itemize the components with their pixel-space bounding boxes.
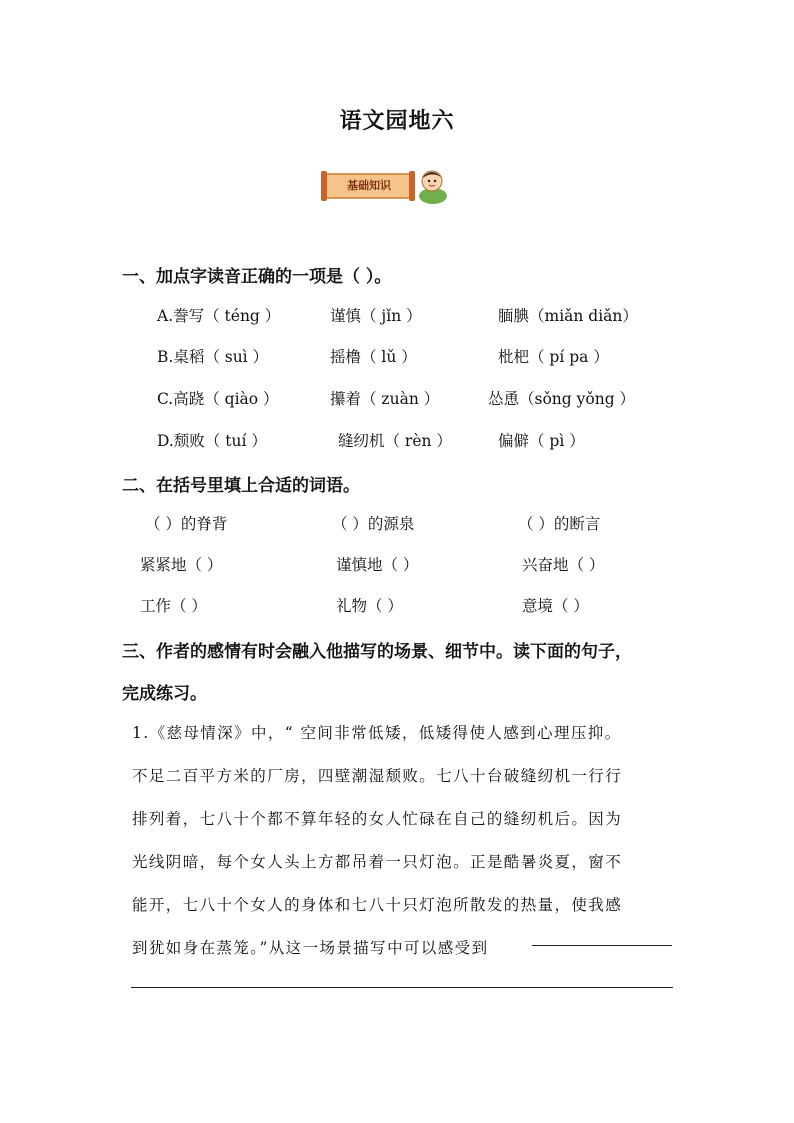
section-badge (318, 166, 450, 206)
q1-option-b-2: 摇橹（ lǔ ） (330, 348, 417, 366)
q3-heading-line-1: 三、作者的感情有时会融入他描写的场景、细节中。读下面的句子， (122, 642, 632, 662)
q2-blank-8: 礼物（ ） (336, 597, 403, 615)
q1-option-c-2: 攥着（ zuàn ） (330, 390, 440, 408)
q3-heading-line-2: 完成练习。 (122, 684, 207, 704)
badge-label: 基础知识 (347, 179, 391, 192)
q2-blank-9: 意境（ ） (522, 597, 589, 615)
q2-blank-3: （ ）的断言 (518, 515, 601, 533)
q1-option-a-1: A.誊写（ téng ） (157, 307, 281, 325)
q2-blank-5: 谨慎地（ ） (336, 556, 419, 574)
q1-option-b-1: B.桌稻（ suì ） (157, 348, 269, 366)
q1-option-d-2: 缝纫机（ rèn ） (338, 432, 452, 450)
answer-line-inline[interactable] (532, 944, 672, 946)
q1-option-a-2: 谨慎（ jǐn ） (330, 307, 422, 325)
q1-option-d-1: D.颓败（ tuí ） (157, 432, 267, 450)
q2-blank-1: （ ）的脊背 (145, 515, 228, 533)
page-title: 语文园地六 (339, 108, 455, 134)
q1-option-c-1: C.高跷（ qiào ） (157, 390, 279, 408)
q3-para-line-6: 到犹如身在蒸笼。”从这一场景描写中可以感受到 (132, 939, 489, 957)
q3-para-line-4: 光线阴暗，每个女人头上方都吊着一只灯泡。正是酷暑炎夏，窗不 (132, 853, 623, 871)
q1-option-b-3: 枇杷（ pí pa ） (498, 348, 609, 366)
q3-para-line-2: 不足二百平方米的厂房，四壁潮湿颓败。七八十台破缝纫机一行行 (132, 767, 623, 785)
q2-blank-6: 兴奋地（ ） (522, 556, 605, 574)
q2-heading: 二、在括号里填上合适的词语。 (122, 476, 360, 496)
q1-option-c-3: 怂恿（sǒng yǒng ） (488, 390, 636, 408)
q2-blank-4: 紧紧地（ ） (140, 556, 223, 574)
q3-para-line-5: 能开，七八十个女人的身体和七八十只灯泡所散发的热量，使我感 (132, 896, 623, 914)
answer-line-full[interactable] (131, 986, 673, 988)
q1-heading: 一、加点字读音正确的一项是（ ）。 (122, 267, 392, 287)
q2-blank-2: （ ）的源泉 (332, 515, 415, 533)
q3-para-line-1: 1.《慈母情深》中，“ 空间非常低矮，低矮得使人感到心理压抑。 (132, 724, 622, 742)
q2-blank-7: 工作（ ） (140, 597, 207, 615)
q1-option-a-3: 腼腆（miǎn diǎn） (498, 307, 638, 325)
q3-para-line-3: 排列着，七八十个都不算年轻的女人忙碌在自己的缝纫机后。因为 (132, 810, 623, 828)
q1-option-d-3: 偏僻（ pì ） (498, 432, 585, 450)
